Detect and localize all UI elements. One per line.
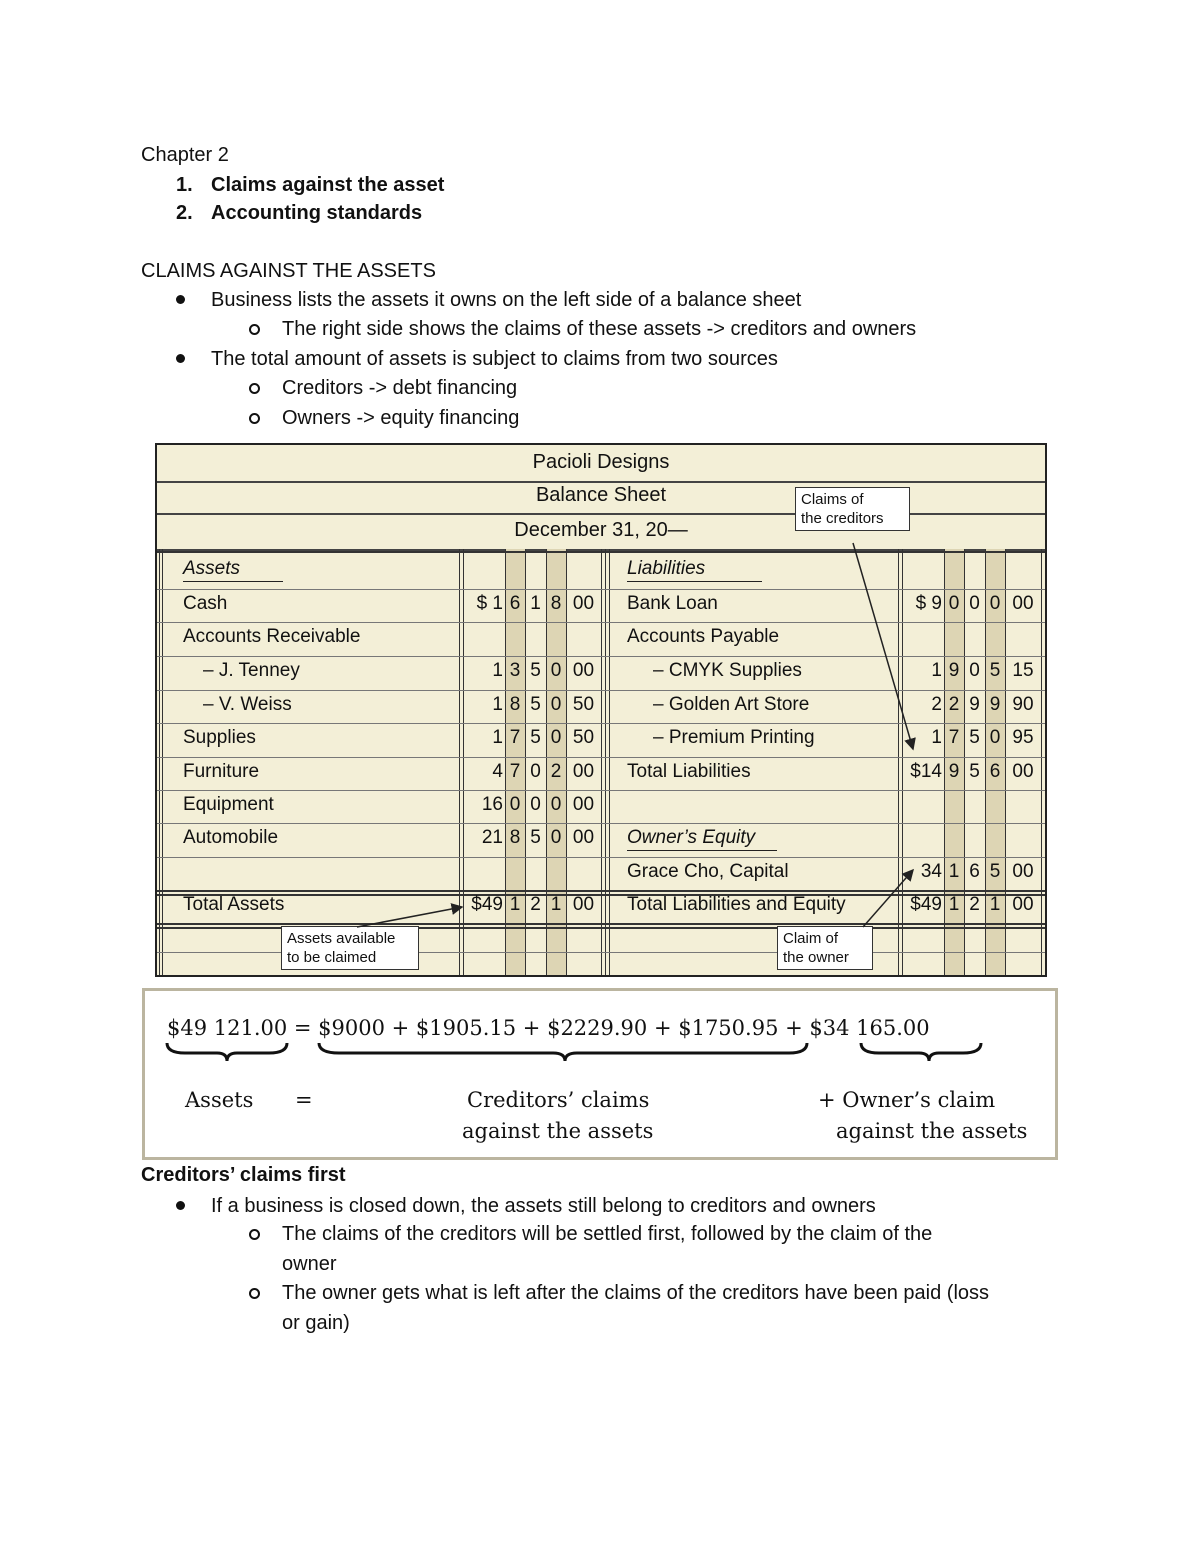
bs-right-label: Accounts Payable xyxy=(627,626,780,647)
bs-left-label: Automobile xyxy=(183,827,279,848)
bs-right-amount-digit: 90 xyxy=(1012,694,1034,715)
equation-owner-label-2: against the assets xyxy=(836,1119,1028,1143)
bs-left-label: Cash xyxy=(183,593,228,614)
bs-owners-equity-header: Owner’s Equity xyxy=(627,827,756,848)
bs-right-amount-digit: 5 xyxy=(969,761,980,782)
bs-left-amount-digit: 6 xyxy=(509,593,521,614)
toc-item-2: Accounting standards xyxy=(211,202,423,224)
sub-bullet-text: The owner gets what is left after the claims of the creditors have been paid (loss xyxy=(282,1282,990,1304)
bs-left-label: Equipment xyxy=(183,794,274,815)
bs-left-amount-digit: 1 xyxy=(530,593,541,614)
sub-bullet-text: The claims of the creditors will be settled first, followed by the claim of the xyxy=(282,1223,933,1245)
sub-bullet-text-cont: or gain) xyxy=(282,1312,350,1334)
bs-right-amount-digit: 95 xyxy=(1012,727,1034,748)
bs-capital-digit: 6 xyxy=(969,861,980,882)
bs-right-amount-digit: 9 xyxy=(989,694,1001,715)
bs-right-amount-digit: 9 xyxy=(948,761,960,782)
sub-bullet-text-cont: owner xyxy=(282,1253,337,1275)
bs-left-amount-digit: 5 xyxy=(530,727,541,748)
bs-right-label: – CMYK Supplies xyxy=(653,660,802,681)
note-line: Claims of xyxy=(801,491,864,508)
bs-right-amount-digit: $ 9 xyxy=(915,593,942,614)
equation-creditors-label-2: against the assets xyxy=(462,1119,654,1143)
bs-right-amount-digit: 00 xyxy=(1012,593,1034,614)
bs-total-assets-digit: 2 xyxy=(530,894,541,915)
bs-left-amount-digit: 5 xyxy=(530,660,541,681)
equation-equals: = xyxy=(295,1088,313,1112)
bs-right-amount-digit: 6 xyxy=(989,761,1001,782)
bs-left-label: Accounts Receivable xyxy=(183,626,361,647)
bullet-ring xyxy=(249,1229,260,1240)
bs-right-amount-digit: 0 xyxy=(969,593,980,614)
bs-right-amount-digit: 0 xyxy=(989,593,1001,614)
bs-right-amount-digit: 1 xyxy=(931,660,942,681)
bs-left-amount-digit: 50 xyxy=(572,727,595,748)
note-line: Claim of xyxy=(783,930,839,947)
bs-left-amount-digit: 3 xyxy=(509,660,521,681)
bs-right-label: Bank Loan xyxy=(627,593,718,614)
equation-line: $49 121.00 = $9000 + $1905.15 + $2229.90 + $1750.95 + $34 165.00 xyxy=(167,1016,930,1040)
bullet-ring xyxy=(249,413,260,424)
section-title-claims: CLAIMS AGAINST THE ASSETS xyxy=(141,260,436,282)
bullet-ring xyxy=(249,1288,260,1299)
bs-total-le-digit: 00 xyxy=(1012,894,1034,915)
bullet-ring xyxy=(249,324,260,335)
bullet-disc xyxy=(176,354,185,363)
arrow-to-liabilities xyxy=(853,543,913,749)
bs-left-amount-digit: 0 xyxy=(550,727,562,748)
bs-total-le-digit: 1 xyxy=(989,894,1001,915)
bs-total-assets-label: Total Assets xyxy=(183,894,285,915)
bs-right-amount-digit: 00 xyxy=(1012,761,1034,782)
note-line: the owner xyxy=(783,949,849,966)
bs-assets-header: Assets xyxy=(183,558,241,579)
bs-left-amount-digit: 1 xyxy=(492,660,503,681)
bs-left-amount-digit: 0 xyxy=(509,794,521,815)
brace-creditors xyxy=(319,1043,807,1061)
bs-left-amount-digit: 50 xyxy=(572,694,595,715)
bs-total-le-label: Total Liabilities and Equity xyxy=(627,894,846,915)
bs-left-amount-digit: 5 xyxy=(530,827,541,848)
bullet-disc xyxy=(176,295,185,304)
bs-capital-digit: 00 xyxy=(1012,861,1034,882)
bs-capital-digit: 34 xyxy=(920,861,942,882)
accounting-equation-box xyxy=(142,988,1058,1160)
bullet-ring xyxy=(249,383,260,394)
bs-company: Pacioli Designs xyxy=(532,451,670,473)
toc-number-2: 2. xyxy=(176,202,193,224)
bullet-text: The total amount of assets is subject to claims from two sources xyxy=(211,348,778,370)
balance-sheet-figure xyxy=(155,443,1047,977)
note-line: the creditors xyxy=(801,510,884,527)
bs-liabilities-header: Liabilities xyxy=(627,558,706,579)
bs-total-assets-digit: 1 xyxy=(550,894,562,915)
equation-creditors-label: Creditors’ claims xyxy=(467,1088,650,1112)
bs-left-amount-digit: 16 xyxy=(481,794,503,815)
bs-left-amount-digit: 0 xyxy=(550,827,562,848)
bs-left-amount-digit: 00 xyxy=(572,827,595,848)
sub-bullet-text: Owners -> equity financing xyxy=(282,407,520,429)
bs-right-amount-digit: 2 xyxy=(948,694,960,715)
bs-right-amount-digit: 1 xyxy=(931,727,942,748)
bs-left-amount-digit: 0 xyxy=(550,794,562,815)
bs-total-le-digit: 2 xyxy=(969,894,980,915)
note-line: to be claimed xyxy=(287,949,377,966)
bs-left-amount-digit: 0 xyxy=(550,660,562,681)
bs-right-amount-digit: 9 xyxy=(948,660,960,681)
bs-left-amount-digit: 00 xyxy=(572,660,595,681)
bs-left-amount-digit: 5 xyxy=(530,694,541,715)
bs-right-amount-digit: 0 xyxy=(948,593,960,614)
section-title-creditors-first: Creditors’ claims first xyxy=(141,1164,346,1186)
bs-right-amount-digit: 5 xyxy=(989,660,1001,681)
bs-right-amount-digit: 0 xyxy=(969,660,980,681)
note-line: Assets available xyxy=(287,930,396,947)
bs-right-label: – Premium Printing xyxy=(653,727,815,748)
bs-total-assets-digit: $49 xyxy=(471,894,503,915)
bs-left-label: Furniture xyxy=(183,761,260,782)
brace-owner xyxy=(861,1043,981,1061)
bs-left-amount-digit: 00 xyxy=(572,593,595,614)
bs-left-amount-digit: 00 xyxy=(572,794,595,815)
bs-title: Balance Sheet xyxy=(535,484,667,506)
bullet-text: If a business is closed down, the assets still belong to creditors and owners xyxy=(211,1195,876,1217)
equation-assets-label: Assets xyxy=(185,1088,254,1112)
arrow-to-capital xyxy=(863,870,913,927)
bs-date: December 31, 20— xyxy=(514,519,688,541)
equation-owner-label: + Owner’s claim xyxy=(818,1088,996,1112)
bs-right-amount-digit: 9 xyxy=(969,694,980,715)
bs-right-amount-digit: 15 xyxy=(1012,660,1034,681)
bs-left-amount-digit: 7 xyxy=(509,761,521,782)
bs-left-amount-digit: 7 xyxy=(509,727,521,748)
bs-capital-label: Grace Cho, Capital xyxy=(627,861,789,882)
bs-left-amount-digit: 4 xyxy=(492,761,503,782)
bs-left-label: – V. Weiss xyxy=(203,694,292,715)
arrow-to-total-assets xyxy=(357,907,462,927)
bs-left-label: Supplies xyxy=(183,727,256,748)
bullet-disc xyxy=(176,1201,185,1210)
bs-right-label: Total Liabilities xyxy=(627,761,751,782)
bs-right-amount-digit: 5 xyxy=(969,727,980,748)
bs-right-amount-digit: 7 xyxy=(948,727,960,748)
bs-total-le-digit: 1 xyxy=(948,894,960,915)
bs-left-amount-digit: 1 xyxy=(492,727,503,748)
sub-bullet-text: Creditors -> debt financing xyxy=(282,377,518,399)
bs-left-amount-digit: $ 1 xyxy=(476,593,503,614)
bs-left-amount-digit: 8 xyxy=(509,827,521,848)
bs-left-amount-digit: 8 xyxy=(509,694,521,715)
bs-capital-digit: 1 xyxy=(948,861,960,882)
bs-left-amount-digit: 8 xyxy=(550,593,562,614)
bs-total-assets-digit: 00 xyxy=(572,894,595,915)
bs-right-amount-digit: $14 xyxy=(910,761,942,782)
chapter-heading: Chapter 2 xyxy=(141,144,229,166)
bs-left-amount-digit: 0 xyxy=(550,694,562,715)
bs-total-le-digit: $49 xyxy=(910,894,942,915)
bs-capital-digit: 5 xyxy=(989,861,1001,882)
toc-number-1: 1. xyxy=(176,174,193,196)
sub-bullet-text: The right side shows the claims of these assets -> creditors and owners xyxy=(282,318,917,340)
bs-left-amount-digit: 2 xyxy=(550,761,562,782)
bs-right-amount-digit: 0 xyxy=(989,727,1001,748)
bs-left-label: – J. Tenney xyxy=(203,660,300,681)
brace-assets xyxy=(167,1043,287,1061)
bullet-text: Business lists the assets it owns on the left side of a balance sheet xyxy=(211,289,802,311)
bs-left-amount-digit: 21 xyxy=(481,827,503,848)
bs-right-label: – Golden Art Store xyxy=(653,694,810,715)
bs-total-assets-digit: 1 xyxy=(509,894,521,915)
bs-arrows xyxy=(157,445,1047,977)
bs-left-amount-digit: 0 xyxy=(530,761,541,782)
bs-left-amount-digit: 1 xyxy=(492,694,503,715)
toc-item-1: Claims against the asset xyxy=(211,174,445,196)
bs-left-amount-digit: 00 xyxy=(572,761,595,782)
bs-right-amount-digit: 2 xyxy=(931,694,942,715)
bs-left-amount-digit: 0 xyxy=(530,794,541,815)
